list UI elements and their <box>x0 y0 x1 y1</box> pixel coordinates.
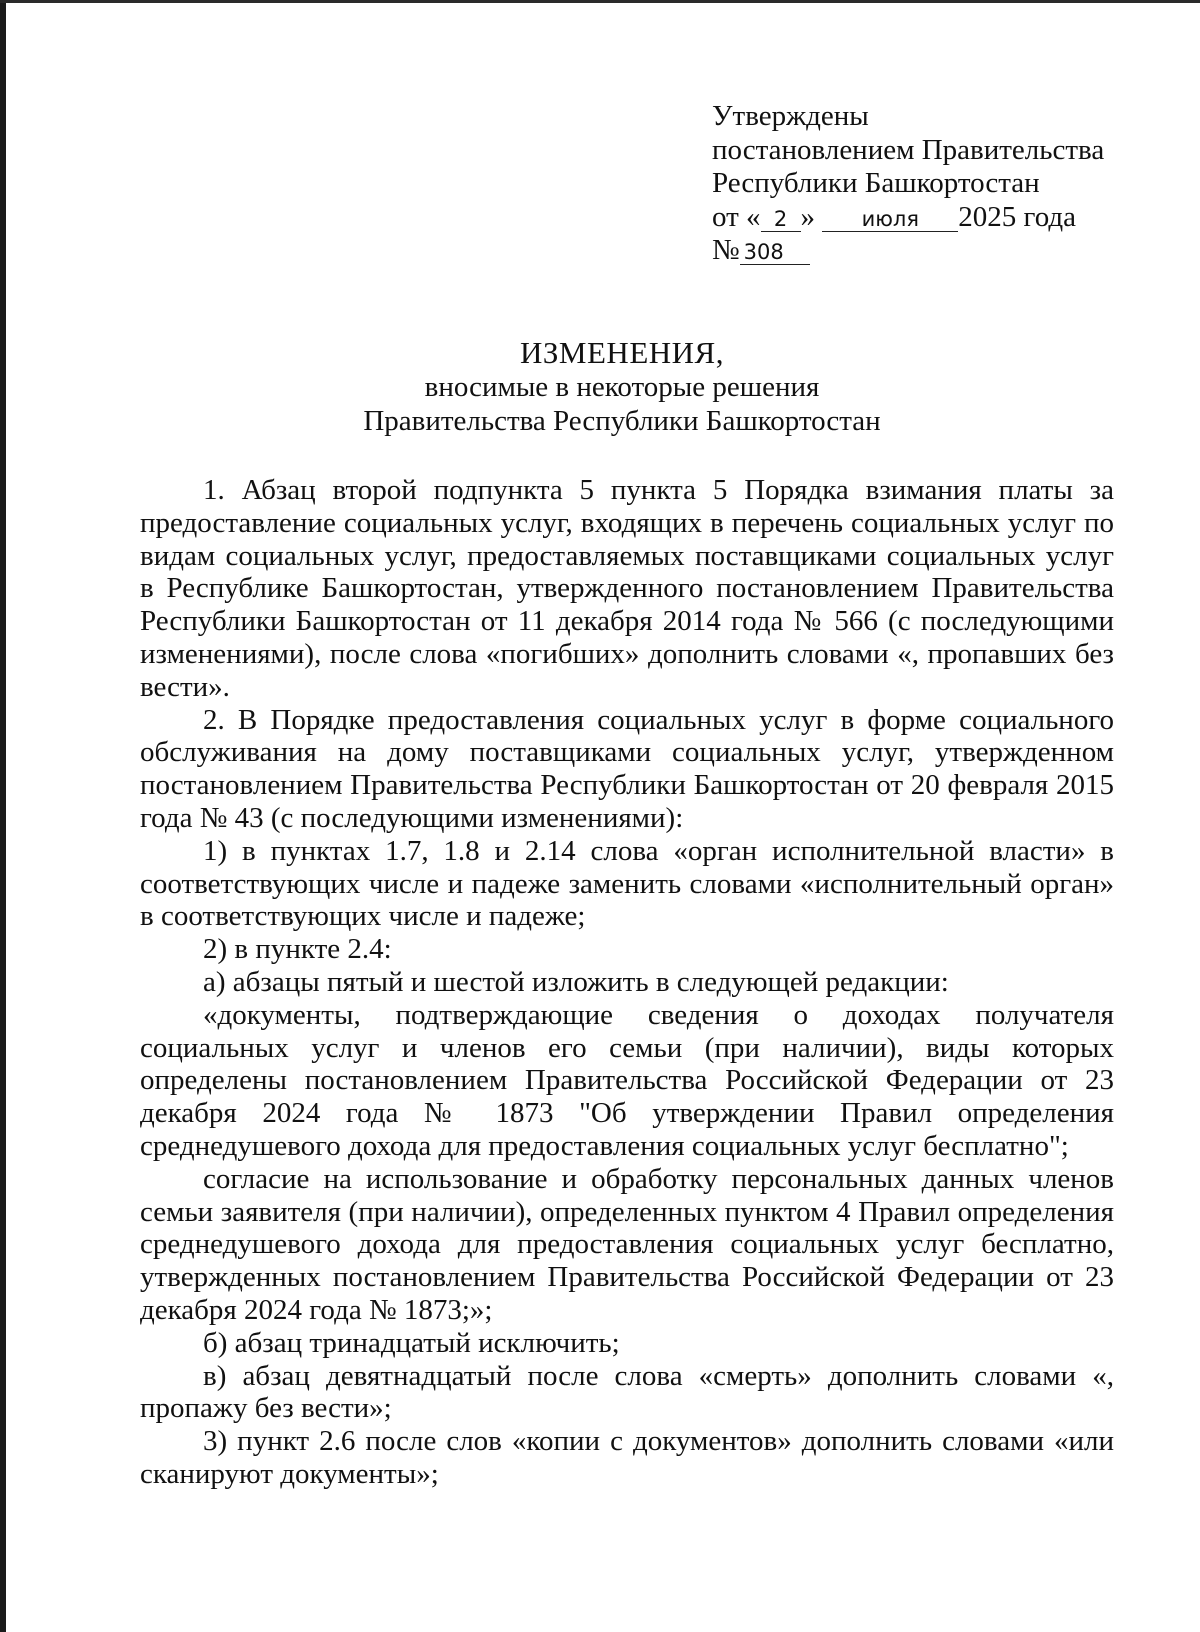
paragraph: а) абзацы пятый и шестой изложить в следующей редакции: <box>203 965 949 998</box>
paragraph: 2) в пункте 2.4: <box>203 933 392 966</box>
date-month: июля <box>822 207 958 232</box>
paragraph: б) абзац тринадцатый исключить; <box>203 1326 620 1359</box>
date-day: 2 <box>761 207 801 232</box>
number-prefix: № <box>712 234 740 266</box>
approval-stamp-block <box>712 100 1172 268</box>
approval-date-line <box>712 201 1172 235</box>
approval-number-line <box>712 234 1172 268</box>
title-subtitle-1: вносимые в некоторые решения <box>424 371 820 403</box>
paragraph: 2. В Порядке предоставления социальных услуг в форме социального обслуживания на дому поставщиками социальных услуг, утвержденном постановлением Правительства Республики Башкортостан от 20 февраля 2015 года № 43 (с последующими изменениями): <box>140 703 1114 834</box>
approval-line-3: Республики Башкортостан <box>712 167 1040 199</box>
approval-line-1: Утверждены <box>712 100 869 132</box>
date-mid: » <box>800 200 816 233</box>
paragraph: 1. Абзац второй подпункта 5 пункта 5 Порядка взимания платы за предоставление социальных услуг, входящих в перечень социальных услуг по видам социальных услуг, предоставляемых поставщиками социальных услуг в Республике Башкортостан, утвержденного постановлением Правительства Республики Башкортостан от 11 декабря 2014 года № 566 (с последующими изменениями), после слова «погибших» дополнить словами «, пропавших без вести». <box>140 474 1114 703</box>
paragraph: в) абзац девятнадцатый после слова «смерть» дополнить словами «, пропажу без вести»; <box>140 1359 1114 1425</box>
title-subtitle-2: Правительства Республики Башкортостан <box>363 405 881 437</box>
title-heading: ИЗМЕНЕНИЯ, <box>520 335 724 370</box>
date-suffix: 2025 года <box>958 200 1077 233</box>
scan-edge-left <box>0 0 6 1632</box>
scan-edge-top <box>0 0 1200 3</box>
document-body <box>140 474 1114 1491</box>
document-number: 308 <box>740 240 810 265</box>
approval-line-2: постановлением Правительства <box>712 133 1105 166</box>
date-prefix: от « <box>712 200 761 233</box>
paragraph: согласие на использование и обработку персональных данных членов семьи заявителя (при наличии), определенных пунктом 4 Правил определения среднедушевого дохода для предоставления социальных услуг бесплатно, утвержденных постановлением Правительства Российской Федерации от 23 декабря 2024 года № 1873;»; <box>140 1162 1114 1326</box>
paragraph: 3) пункт 2.6 после слов «копии с документов» дополнить словами «или сканируют документы»; <box>140 1425 1114 1490</box>
paragraph: 1) в пунктах 1.7, 1.8 и 2.14 слова «орган исполнительной власти» в соответствующих числе и падеже заменить словами «исполнительный орган» в соответствующих числе и падеже; <box>140 834 1114 933</box>
document-title <box>140 336 1104 438</box>
paragraph: «документы, подтверждающие сведения о доходах получателя социальных услуг и членов его семьи (при наличии), виды которых определены постановлением Правительства Российской Федерации от 23 декабря 2024 года № 1873 "Об утверждении Правил определения среднедушевого дохода для предоставления социальных услуг бесплатно"; <box>140 998 1114 1162</box>
